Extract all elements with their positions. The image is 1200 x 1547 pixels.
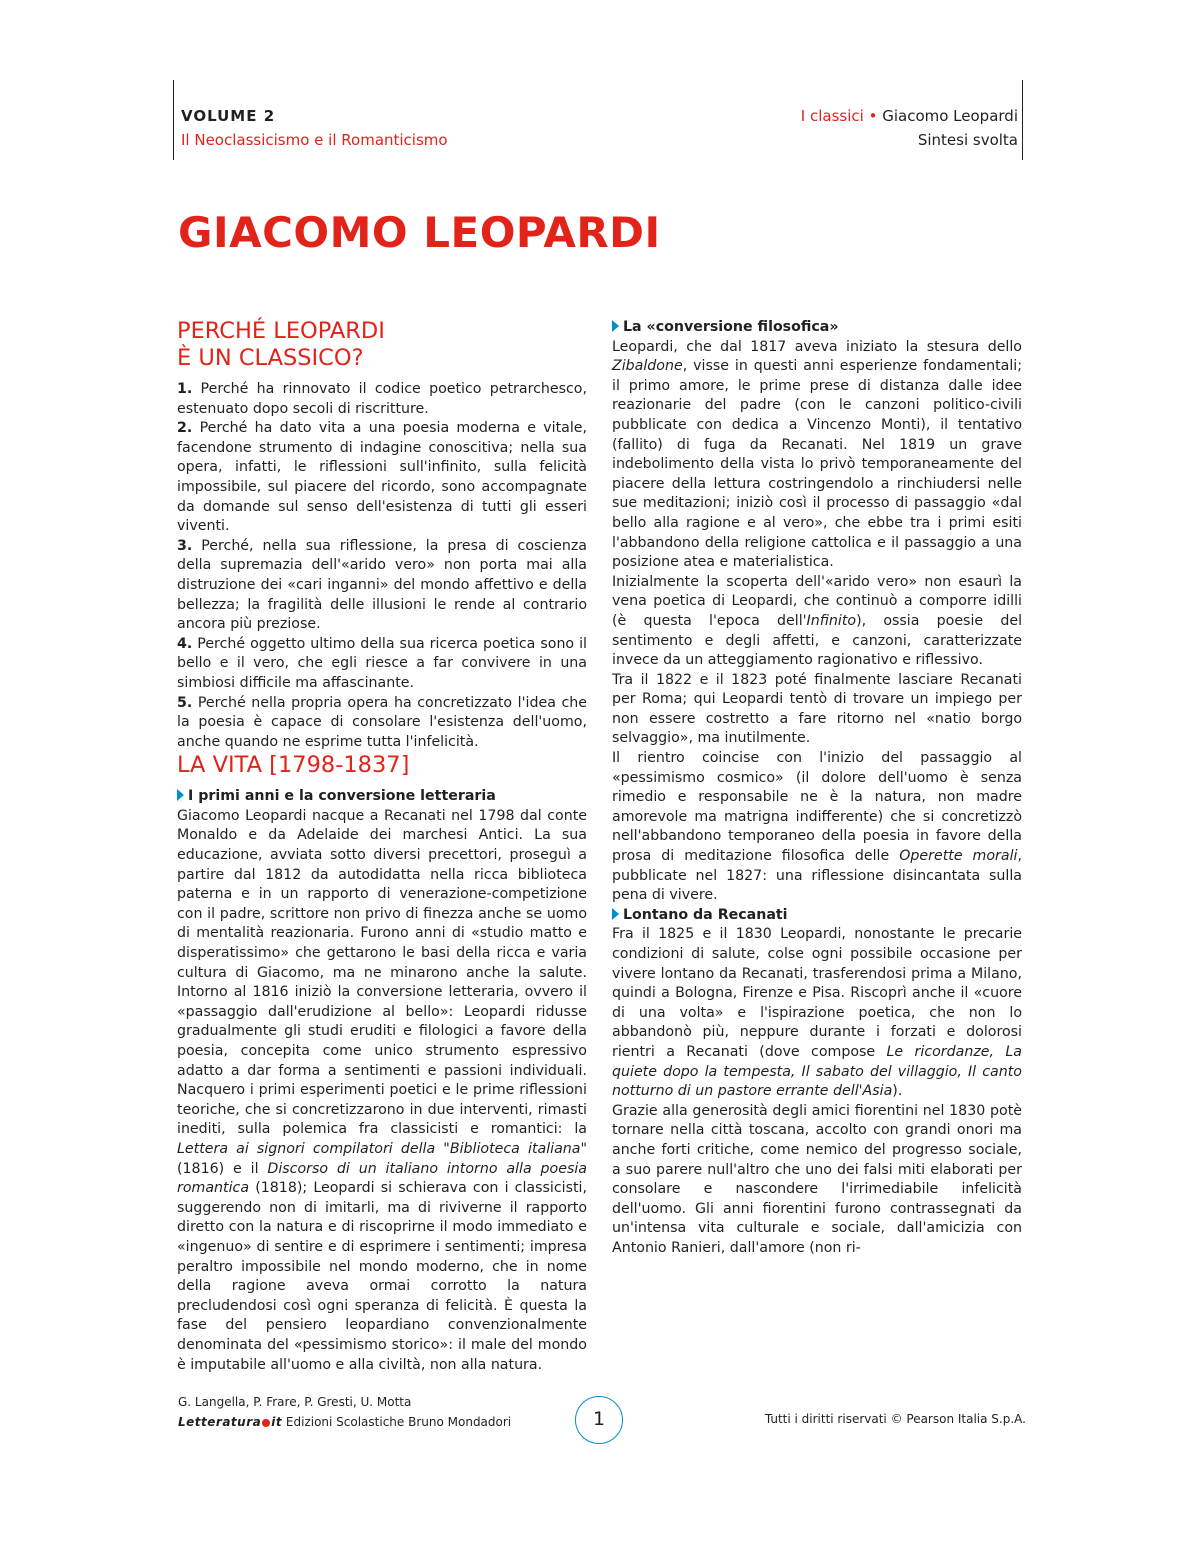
header-volume	[181, 104, 448, 152]
series-label: I classici	[800, 107, 864, 125]
footer-credits	[178, 1392, 511, 1432]
vita-paragraph-4: Tra il 1822 e il 1823 poté finalmente lasciare Recanati per Roma; qui Leopardi tentò di trovare un impiego per non essere costretto a fare ritorno nel «natio borgo selvaggio», ma inutilmente.	[612, 671, 1022, 747]
subheading-text: La «conversione filosofica»	[623, 319, 839, 335]
section-heading-vita: LA VITA [1798-1837]	[177, 752, 410, 779]
classic-item	[177, 635, 587, 694]
paragraph-text: , pubblicate nel 1827: una riflessione disincantata sulla pena di vivere.	[612, 848, 1022, 904]
page-number: 1	[575, 1396, 623, 1444]
header-rule-right	[1022, 80, 1023, 160]
footer-publisher: Edizioni Scolastiche Bruno Mondadori	[285, 1415, 512, 1429]
classic-item-number: 4.	[177, 635, 193, 652]
classic-item-text: Perché ha dato vita a una poesia moderna e vitale, facendone strumento di indagine conoscitiva; nella sua opera, infatti, le riflessioni sull'infinito, sulla felicità impossibile, sul piacere del ricordo, sono accompagnate da domande sul senso dell'esistenza di tutti gli esseri viventi.	[177, 420, 588, 535]
footer-authors: G. Langella, P. Frare, P. Gresti, U. Motta	[178, 1395, 412, 1409]
subheading-primi-anni	[177, 787, 587, 807]
brand-dot-icon	[262, 1419, 270, 1427]
subheading-text: Lontano da Recanati	[623, 906, 788, 923]
work-title: Lettera ai signori compilatori della "Biblioteca italiana"	[177, 1140, 587, 1157]
footer-publisher-line	[178, 1412, 511, 1432]
left-column	[177, 318, 587, 1375]
classic-item	[177, 694, 587, 753]
vita-paragraph-6	[612, 925, 1022, 1101]
vita-paragraph-7: Grazie alla generosità degli amici fiorentini nel 1830 potè tornare nella città toscana, accolto con grandi onori ma anche forti critiche, come nemico del progresso sociale, a suo parere null'altro che uno dei falsi miti elaborati per consolare e nascondere l'irrimediabile infelicità dell'uomo. Gli anni fiorentini furono contrassegnati da un'intensa vita culturale e sociale, dall'amicizia con Antonio Ranieri, dall'amore (non ri-	[612, 1102, 1022, 1256]
triangle-bullet-icon	[612, 320, 619, 332]
paragraph-text: Inizialmente la scoperta dell'«arido vero» non esaurì la vena poetica di Leopardi, che continuò a comporre idilli (è questa l'epoca dell'	[612, 573, 1022, 629]
triangle-bullet-icon	[612, 908, 619, 920]
work-title: Discorso di un italiano intorno alla poesia romantica	[177, 1160, 587, 1197]
volume-subtitle: Il Neoclassicismo e il Romanticismo	[181, 131, 448, 149]
classic-heading-line2: È UN CLASSICO?	[177, 345, 364, 371]
paragraph-text: ).	[892, 1083, 903, 1100]
paragraph-text: ), ossia poesie del sentimento e degli affetti, e canzoni, caratterizzate invece da un atteggiamento ragionativo e riflessivo.	[612, 612, 1023, 669]
series-separator: •	[868, 107, 878, 125]
triangle-bullet-icon	[177, 789, 184, 801]
brand-text: Letteratura	[178, 1415, 262, 1429]
work-title: Le ricordanze, La quiete dopo la tempesta, Il sabato del villaggio, Il canto notturno di un pastore errante dell'Asia	[612, 1043, 1022, 1100]
paragraph-text: , visse in questi anni esperienze fondamentali; il primo amore, le prime prese di distanza dalle idee reazionarie del padre (con le canzoni politico-civili pubblicate con dedica a Vincenzo Monti), il tentativo (fallito) di fuga da Recanati. Nel 1819 un grave indebolimento della vista lo privò temporaneamente del piacere della lettura costringendolo a rinchiudersi nelle sue meditazioni; iniziò così il processo di passaggio «dal bello alla ragione e al vero», che ebbe tra i primi esiti l'abbandono della religione cattolica e il passaggio a una posizione atea e materialistica.	[612, 358, 1022, 571]
vita-paragraph-3	[612, 573, 1022, 671]
paragraph-text: Fra il 1825 e il 1830 Leopardi, nonostante le precarie condizioni di salute, colse ogni possibile occasione per vivere lontano da Recanati, trasferendosi prima a Milano, quindi a Bologna, Firenze e Pisa. Riscoprì anche il «cuore di una volta» e l'ispirazione poetica, che non lo abbandonò più, neppure durante i forzati e dolorosi rientri a Recanati (dove compose	[612, 926, 1022, 1060]
vita-paragraph-2	[612, 338, 1022, 573]
classic-item	[177, 419, 587, 537]
vita-paragraph-5	[612, 749, 1022, 906]
classic-item-text: Perché, nella sua riflessione, la presa di coscienza della supremazia dell'«arido vero» non porta mai alla distruzione dei «cari inganni» del mondo affettivo e della bellezza; la fragilità delle illusioni le rende al contrario ancora più preziose.	[177, 537, 588, 633]
classic-item	[177, 380, 587, 419]
subheading-conversione	[612, 318, 1022, 338]
vita-paragraph-1	[177, 807, 587, 1375]
series-kind: Sintesi svolta	[917, 131, 1018, 149]
brand-logo	[178, 1415, 282, 1429]
work-title: Infinito	[806, 612, 857, 629]
series-line	[801, 104, 1018, 128]
paragraph-text: Giacomo Leopardi nacque a Recanati nel 1798 dal conte Monaldo e da Adelaide dei marchesi Antici. La sua educazione, avviata sotto diversi precettori, proseguì a partire dal 1812 da autodidatta nella ricca biblioteca paterna e in un rapporto di venerazione-competizione con il padre, scrittore non privo di finezza anche se uomo di mentalità reazionaria. Furono anni di «studio matto e disperatissimo» che gettarono le basi della ricca e varia cultura di Giacomo, ma ne minarono anche la salute. Intorno al 1816 iniziò la conversione letteraria, ovvero il «passaggio dall'erudizione al bello»: Leopardi ridusse gradualmente gli studi eruditi e filologici a favore della poesia, concepita come unico strumento espressivo adatto a dar forma a sentimenti e passioni individuali. Nacquero i primi esperimenti poetici e le prime riflessioni teoriche, che si concretizzarono in due interventi, rimasti inediti, sulla polemica fra classicisti e romantici: la	[177, 807, 587, 1138]
subheading-lontano	[612, 906, 1022, 926]
header-rule-left	[173, 80, 174, 160]
paragraph-text: (1816) e il	[177, 1160, 268, 1177]
classic-item-number: 1.	[177, 381, 193, 397]
work-title: Zibaldone	[612, 358, 683, 375]
footer-rights: Tutti i diritti riservati © Pearson Italia S.p.A.	[764, 1412, 1026, 1426]
brand-text-suffix: it	[271, 1415, 283, 1429]
paragraph-text: Il rientro coincise con l'inizio del passaggio al «pessimismo cosmico» (il dolore dell'uomo è senza rimedio e responsabile ne è la natura, non madre amorevole ma matrigna indifferente) che si concretizzò nell'abbandono temporaneo della poesia in favore della prosa di meditazione filosofica delle	[612, 750, 1022, 865]
classic-item-text: Perché oggetto ultimo della sua ricerca poetica sono il bello e il vero, che egli riesce a far convivere in una simbiosi difficile ma affascinante.	[177, 635, 587, 691]
right-column	[612, 318, 1022, 1259]
work-title: Operette morali	[899, 848, 1018, 865]
classic-item-number: 3.	[177, 537, 193, 554]
paragraph-text: (1818); Leopardi si schierava con i classicisti, suggerendo non di imitarli, ma di riviverne il rapporto diretto con la natura e di riscoprirne il modo immediato e «ingenuo» di sentire e di esprimere i sentimenti; impresa peraltro impossibile nel mondo moderno, che in nome della ragione aveva ormai corrotto la natura precludendosi così ogni speranza di felicità. È questa la fase del pensiero leopardiano convenzionalmente denominata del «pessimismo storico»: il male del mondo è imputabile all'uomo e alla civiltà, non alla natura.	[177, 1180, 587, 1373]
classic-item-text: Perché nella propria opera ha concretizzato l'idea che la poesia è capace di consolare l'esistenza dell'uomo, anche quando ne esprime tutta l'infelicità.	[177, 694, 587, 750]
section-heading-classic	[177, 318, 587, 372]
classic-item-text: Perché ha rinnovato il codice poetico petrarchesco, estenuato dopo secoli di riscritture.	[177, 381, 587, 417]
volume-label: VOLUME 2	[181, 107, 276, 125]
classic-item-number: 2.	[177, 420, 193, 437]
classic-item-number: 5.	[177, 694, 193, 711]
page-title: GIACOMO LEOPARDI	[178, 208, 661, 257]
paragraph-text: Leopardi, che dal 1817 aveva iniziato la stesura dello	[612, 338, 1022, 355]
classic-heading-line1: PERCHÉ LEOPARDI	[177, 318, 385, 344]
header-series	[801, 104, 1018, 152]
series-author: Giacomo Leopardi	[882, 107, 1018, 125]
subheading-text: I primi anni e la conversione letteraria	[188, 788, 496, 805]
classic-item	[177, 537, 587, 635]
